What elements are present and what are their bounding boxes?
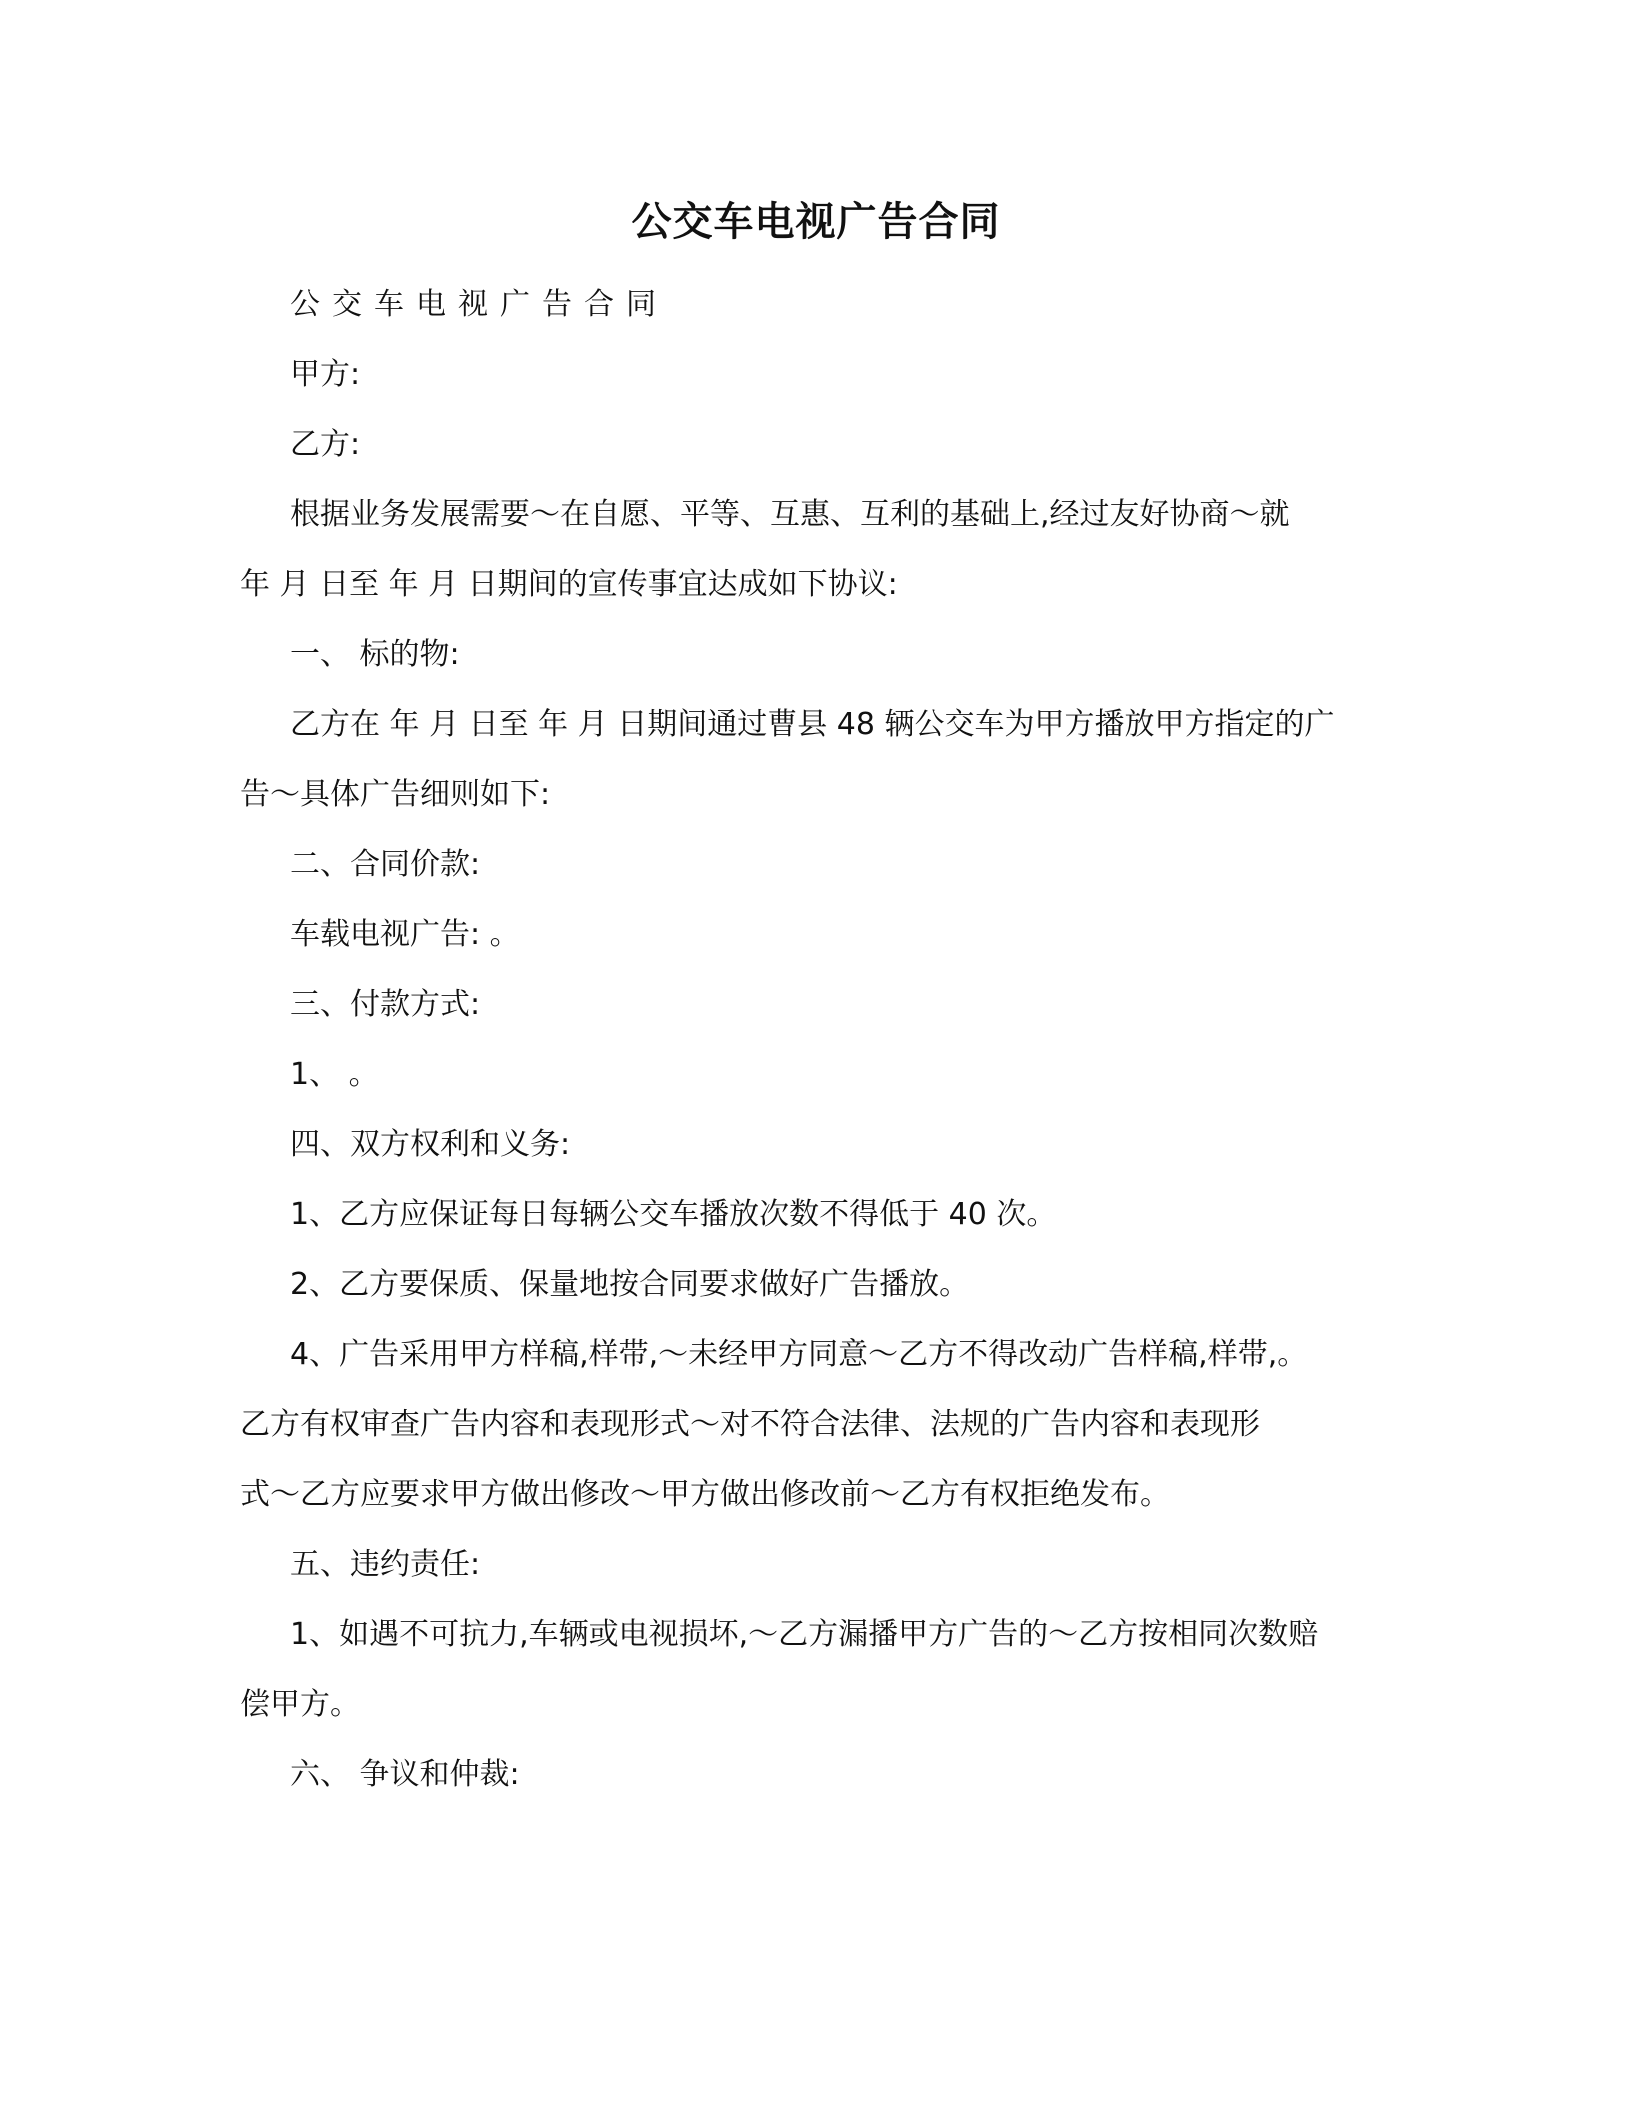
section-heading: 五、违约责任: [290,1547,481,1582]
section-heading: 二、合同价款: [290,847,481,882]
body-line-continued: 告～具体广告细则如下: [240,777,551,812]
preamble-line-continued: 年 月 日至 年 月 日期间的宣传事宜达成如下协议: [240,567,898,602]
section-heading: 六、 争议和仲裁: [290,1757,520,1792]
list-item: 2、乙方要保质、保量地按合同要求做好广告播放。 [290,1267,970,1302]
party-a-line: 甲方: [290,357,361,392]
section-heading: 一、 标的物: [290,637,460,672]
section-heading: 三、付款方式: [290,987,481,1022]
list-item: 1、如遇不可抗力,车辆或电视损坏,～乙方漏播甲方广告的～乙方按相同次数赔 [290,1617,1319,1652]
document-body [240,270,1380,1810]
body-line-continued: 乙方有权审查广告内容和表现形式～对不符合法律、法规的广告内容和表现形 [240,1407,1260,1442]
list-item: 1、乙方应保证每日每辆公交车播放次数不得低于 40 次。 [290,1197,1057,1232]
body-line: 车载电视广告: 。 [290,917,520,952]
body-line-continued: 式～乙方应要求甲方做出修改～甲方做出修改前～乙方有权拒绝发布。 [240,1477,1170,1512]
body-line-continued: 偿甲方。 [240,1687,360,1722]
party-b-line: 乙方: [290,427,361,462]
subtitle-line: 公交车电视广告合同 [290,287,668,322]
list-item: 4、广告采用甲方样稿,样带,～未经甲方同意～乙方不得改动广告样稿,样带,。 [290,1337,1308,1372]
document-title: 公交车电视广告合同 [631,199,1001,245]
list-item: 1、 。 [290,1057,379,1092]
body-line: 乙方在 年 月 日至 年 月 日期间通过曹县 48 辆公交车为甲方播放甲方指定的广 [290,707,1335,742]
section-heading: 四、双方权利和义务: [290,1127,571,1162]
preamble-line: 根据业务发展需要～在自愿、平等、互惠、互利的基础上,经过友好协商～就 [290,497,1290,532]
